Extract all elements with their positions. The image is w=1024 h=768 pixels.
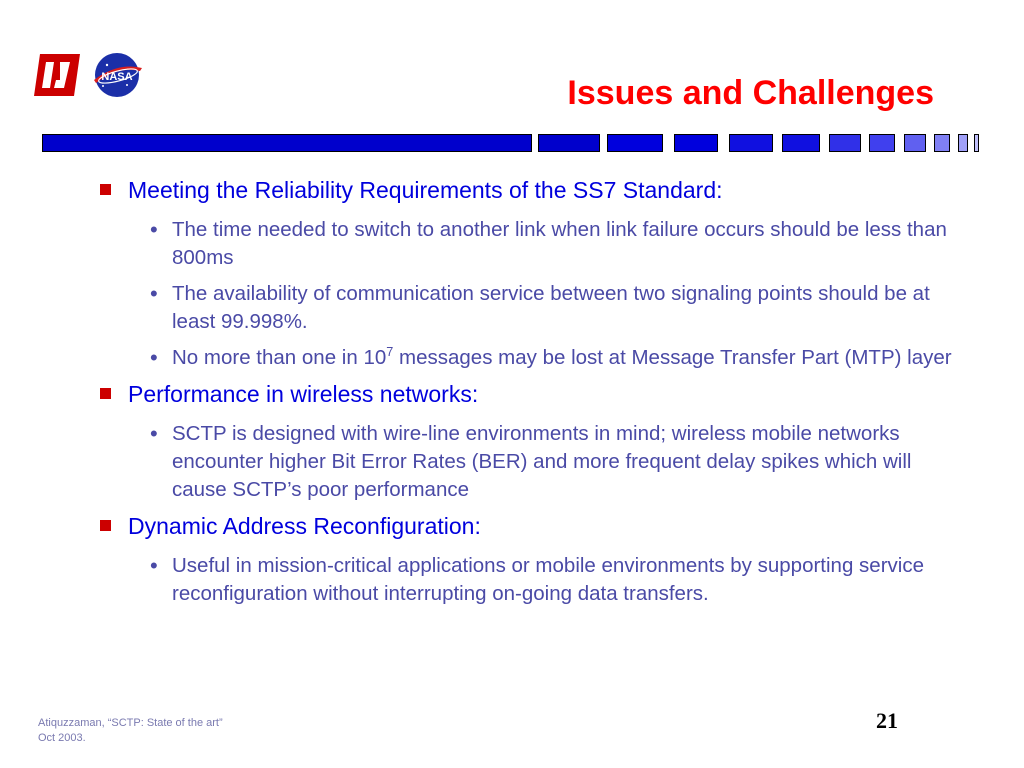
- bar-segment: [958, 134, 968, 152]
- section-heading: [96, 512, 956, 540]
- footer-date: Oct 2003.: [38, 732, 86, 744]
- bullet-text: [172, 346, 952, 369]
- page-number: 21: [876, 708, 898, 733]
- dot-bullet-icon: •: [150, 217, 158, 242]
- bullet-text: SCTP is designed with wire-line environments in mind; wireless mobile networks encounter higher Bit Error Rates (BER) and more frequent delay spikes which will cause SCTP’s poor performance: [172, 422, 912, 501]
- bullet-text: The time needed to switch to another link when link failure occurs should be less than 800ms: [172, 218, 947, 269]
- bullet-text: The availability of communication service between two signaling points should be at least 99.998%.: [172, 282, 930, 333]
- square-bullet-icon: [100, 520, 111, 531]
- slide-footer: [38, 716, 223, 746]
- bullet-point: [96, 344, 956, 372]
- bar-segment: [904, 134, 926, 152]
- bar-segment: [869, 134, 895, 152]
- section-heading: [96, 176, 956, 204]
- bar-segment: [934, 134, 950, 152]
- bullet-point: [96, 552, 956, 608]
- square-bullet-icon: [100, 388, 111, 399]
- exponent: 7: [386, 344, 394, 360]
- dot-bullet-icon: •: [150, 281, 158, 306]
- bar-segment: [538, 134, 600, 152]
- nasa-logo-text: NASA: [101, 71, 133, 83]
- bar-segment: [829, 134, 861, 152]
- square-bullet-icon: [100, 184, 111, 195]
- bar-segment: [782, 134, 820, 152]
- bullet-point: [96, 216, 956, 272]
- bullet-text-post: messages may be lost at Message Transfer Part (MTP) layer: [393, 346, 952, 369]
- slide-title: Issues and Challenges: [567, 74, 934, 112]
- ou-logo: [34, 50, 82, 105]
- footer-citation: Atiquzzaman, “SCTP: State of the art”: [38, 717, 223, 729]
- bullet-text-pre: No more than one in 10: [172, 346, 387, 369]
- section-heading-text: Performance in wireless networks:: [128, 381, 479, 407]
- dot-bullet-icon: •: [150, 345, 158, 370]
- section-heading: [96, 380, 956, 408]
- section: [96, 512, 956, 608]
- section: [96, 380, 956, 504]
- bar-segment: [607, 134, 663, 152]
- section: [96, 176, 956, 372]
- section-heading-text: Meeting the Reliability Requirements of the SS7 Standard:: [128, 177, 723, 203]
- bar-segment: [729, 134, 773, 152]
- dot-bullet-icon: •: [150, 421, 158, 446]
- bar-segment: [674, 134, 718, 152]
- bar-segment: [974, 134, 979, 152]
- slide-body: [96, 176, 956, 616]
- dot-bullet-icon: •: [150, 553, 158, 578]
- nasa-logo: [88, 50, 146, 105]
- bullet-point: [96, 280, 956, 336]
- title-divider-bar: [40, 134, 985, 154]
- section-heading-text: Dynamic Address Reconfiguration:: [128, 513, 481, 539]
- bullet-text: Useful in mission-critical applications or mobile environments by supporting service reconfiguration without interrupting on-going data transfers.: [172, 554, 924, 605]
- bullet-point: [96, 420, 956, 504]
- bar-segment: [42, 134, 532, 152]
